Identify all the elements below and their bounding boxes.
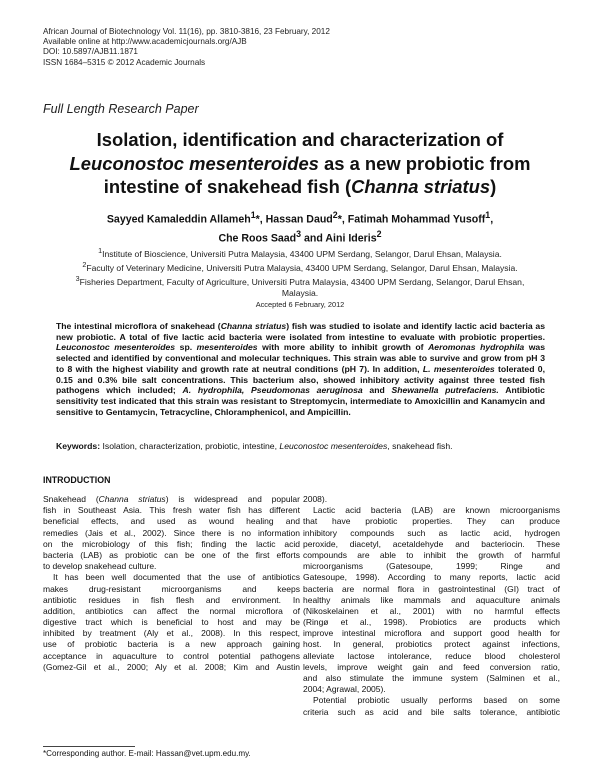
text-line: (Gomez-Gil et al., 2000; Aly et al. 2008; Kim and Austin bbox=[43, 661, 300, 672]
corresponding-author-footnote: *Corresponding author. E-mail: Hassan@vet.upm.edu.my. bbox=[43, 749, 251, 758]
author-4: Che Roos Saad bbox=[218, 232, 297, 245]
author-1: Sayyed Kamaleddin Allameh bbox=[106, 213, 251, 226]
text-line: 2004; Agrawal, 2005). bbox=[303, 684, 386, 695]
keywords-text-end: , snakehead fish. bbox=[387, 441, 453, 451]
text-line: inhibited by treatment (Aly et al., 2008). In this respect, bbox=[43, 628, 300, 639]
text-line: acceptance in aquaculture to control potential pathogens bbox=[43, 650, 300, 661]
abstract-part: ) fish was studied to isolate and identify lactic acid bacteria as new probiotic. A total of five lactic acid bacteria were isolated from intestine to evaluate with probiotic properties. bbox=[56, 321, 545, 342]
author-5: Aini Ideris bbox=[325, 232, 377, 245]
text-line: Lactic acid bacteria (LAB) are known microorganisms bbox=[313, 505, 560, 516]
affiliation-2-number: 2 bbox=[82, 261, 87, 270]
text-line: (Ringø et al., 1998). Probiotics are products which bbox=[303, 617, 560, 628]
author-line-2: Che Roos Saad$^3$ and Aini Ideris$^2$ bbox=[218, 229, 382, 245]
text-line: remedies (Jais et al., 2002). Since there is no information bbox=[43, 527, 300, 538]
title-host-species: Channa striatus bbox=[351, 176, 491, 197]
author-2-affil: 2 bbox=[332, 210, 338, 220]
doi: DOI: 10.5897/AJB11.1871 bbox=[43, 47, 138, 57]
online-availability: Available online at http://www.academicjournals.org/AJB bbox=[43, 37, 247, 47]
author-3: Fatimah Mohammad Yusoff bbox=[347, 213, 486, 226]
text-line: healthy animals like mammals and aquaculture animals bbox=[303, 594, 560, 605]
text-line: compounds are able to inhibit the growth of harmful bbox=[303, 549, 560, 560]
affiliation-2 bbox=[40, 260, 560, 274]
abstract-species: Shewanella putrefaciens. bbox=[391, 385, 499, 396]
accepted-date: Accepted 6 February, 2012 bbox=[255, 300, 345, 309]
text-line: bacteria are normal flora in gastrointestinal (GI) tract of bbox=[303, 583, 560, 594]
abstract-species: Leuconostoc mesenteroides bbox=[56, 342, 176, 353]
affiliation-1-number: 1 bbox=[98, 247, 103, 255]
text-line: addition, antibiotics can affect the normal microflora of bbox=[43, 605, 300, 616]
abstract bbox=[56, 321, 545, 417]
text-line: beneficial effects, and used as wound healing and bbox=[43, 516, 300, 527]
author-1-affil: 1 bbox=[250, 210, 256, 220]
abstract-species: mesenteroides bbox=[196, 342, 258, 353]
abstract-part: with more ability to inhibit growth of bbox=[257, 342, 429, 353]
abstract-species: Channa striatus bbox=[220, 321, 287, 331]
text-line: host. In general, probiotics protect against infections, bbox=[303, 639, 560, 650]
abstract-part: tolerated 0, 0.15 and 0.3% bile salt concentrations. This bacterium also, showed inhibitory activity against three tested fish pathogens which included; bbox=[56, 363, 545, 396]
title-line-3 bbox=[40, 175, 560, 199]
affiliation-3-text: Fisheries Department, Faculty of Agriculture, Universiti Putra Malaysia, 43400 UPM Serdang, Selangor, Darul Ehsan, bbox=[79, 277, 525, 288]
title-line-2-rest: as a new probiotic from bbox=[318, 152, 531, 174]
text-line: improve intestinal microflora and support good health for bbox=[303, 628, 560, 639]
author-line-1: Sayyed Kamaleddin Allameh$^1$*, Hassan Daud$^2$*, Fatimah Mohammad Yusoff$^1$, bbox=[106, 210, 494, 226]
text-line: levels, improve weight gain and feed conversion ratio, bbox=[303, 661, 560, 672]
text-line: It has been well documented that the use of antibiotics bbox=[53, 572, 300, 583]
author-2: Hassan Daud bbox=[265, 213, 333, 226]
affiliation-1-text: Institute of Bioscience, Universiti Putra Malaysia, 43400 UPM Serdang, Selangor, Darul Ehsan, Malaysia. bbox=[102, 248, 502, 259]
keywords-text: Isolation, characterization, probiotic, intestine, bbox=[100, 441, 280, 451]
title-line-3-end: ) bbox=[490, 176, 497, 197]
text-line: use of probiotic bacteria is a new approach gaining bbox=[43, 639, 300, 650]
abstract-part: was selected and identified by conventional and molecular techniques. This strain was able to survive and grow from pH 3 to 8 with the highest viability and growth rate at neutral conditions (pH 7). In addition, bbox=[56, 342, 546, 374]
affiliation-1 bbox=[40, 246, 560, 260]
author-2-mark: * bbox=[337, 213, 342, 226]
text-line: on the microbiology of this fish; finding the lactic acid bbox=[43, 538, 300, 549]
text-species: Channa striatus bbox=[98, 494, 166, 504]
title-line-3-start: intestine of snakehead fish ( bbox=[103, 176, 352, 197]
text-line: (Nikoskelainen et al., 2001) with no harmful effects bbox=[303, 605, 560, 616]
affiliations bbox=[40, 246, 560, 300]
text-line: microorganisms (Gatesoupe, 1999; Ringe and bbox=[303, 561, 560, 572]
abstract-part: sp. bbox=[175, 342, 197, 353]
keywords-species: Leuconostoc mesenteroides bbox=[279, 441, 388, 451]
abstract-part: and bbox=[362, 385, 392, 396]
paper-type: Full Length Research Paper bbox=[43, 102, 199, 116]
affiliation-3-number: 3 bbox=[75, 275, 80, 284]
text-line: Potential probiotic usually performs based on some bbox=[313, 695, 560, 706]
text-line: to develop snakehead culture. bbox=[43, 561, 157, 572]
abstract-species: A. hydrophila, Pseudomonas aeruginosa bbox=[182, 385, 363, 396]
text-line: 2008). bbox=[303, 494, 328, 504]
text-line: and also stimulate the immune system (Salminen et al., bbox=[303, 673, 560, 683]
affiliation-2-text: Faculty of Veterinary Medicine, Universiti Putra Malaysia, 43400 UPM Serdang, Selangor, Darul Ehsan, Malaysia. bbox=[86, 263, 518, 274]
section-heading-introduction: INTRODUCTION bbox=[43, 475, 111, 485]
text-line bbox=[43, 494, 300, 505]
title-species: Leuconostoc mesenteroides bbox=[69, 152, 319, 174]
affiliation-3 bbox=[40, 274, 560, 288]
author-1-mark: * bbox=[255, 213, 260, 226]
author-3-affil: 1 bbox=[485, 210, 491, 220]
journal-header bbox=[43, 27, 330, 68]
text-fragment: ) is widespread and popular bbox=[165, 494, 300, 504]
text-line: criteria such as acid and bile salts tolerance, antibiotic bbox=[303, 706, 560, 717]
text-line: antibiotic residues in fish flesh and environment. In bbox=[43, 594, 300, 605]
paper-title bbox=[40, 128, 560, 199]
keywords-label: Keywords: bbox=[56, 441, 101, 451]
abstract-species: Aeromonas hydrophila bbox=[428, 342, 525, 353]
abstract-species: L. mesenteroides bbox=[422, 363, 495, 374]
abstract-part: The intestinal microflora of snakehead ( bbox=[56, 321, 221, 331]
author-list bbox=[40, 208, 560, 246]
title-line-2 bbox=[40, 152, 560, 176]
text-line: inhibitory compounds such as lactic acid, hydrogen bbox=[303, 527, 560, 538]
title-line-1: Isolation, identification and characterization of bbox=[96, 129, 504, 150]
affiliation-3-cont: Malaysia. bbox=[281, 288, 319, 299]
journal-citation: African Journal of Biotechnology Vol. 11(16), pp. 3810-3816, 23 February, 2012 bbox=[43, 27, 330, 36]
text-line: bacteria (LAB) as probiotic can be one of the first efforts bbox=[43, 549, 300, 560]
text-line: Gatesoupe, 1998). According to many reports, lactic acid bbox=[303, 572, 560, 583]
body-column-left bbox=[43, 494, 300, 673]
text-line: makes drug-resistant microorganisms and keeps bbox=[43, 583, 300, 594]
keywords bbox=[56, 441, 556, 452]
text-line: that have probiotic properties. They can produce bbox=[303, 516, 560, 527]
text-line: peroxide, diacetyl, acetaldehyde and bacteriocin. These bbox=[303, 538, 560, 549]
body-column-right bbox=[303, 494, 560, 718]
issn: ISSN 1684–5315 © 2012 Academic Journals bbox=[43, 57, 206, 67]
author-4-affil: 3 bbox=[296, 229, 302, 240]
text-line: fish in Southeast Asia. This fresh water fish has different bbox=[43, 505, 300, 516]
footnote-divider bbox=[43, 746, 135, 747]
abstract-part: Antibiotic sensitivity test indicated that this strain was resistant to Streptomycin, intermediate to Amoxicillin and Kanamycin and sensitive to Gentamycin, Tetracycline, Chloramphenicol, and Ampicillin. bbox=[56, 385, 545, 417]
text-line: alleviate lactose intolerance, reduce blood cholesterol bbox=[303, 650, 560, 661]
text-fragment: Snakehead ( bbox=[43, 494, 99, 504]
text-line: digestive tract which is beneficial to host and may be bbox=[43, 617, 300, 628]
author-5-affil: 2 bbox=[376, 229, 382, 240]
